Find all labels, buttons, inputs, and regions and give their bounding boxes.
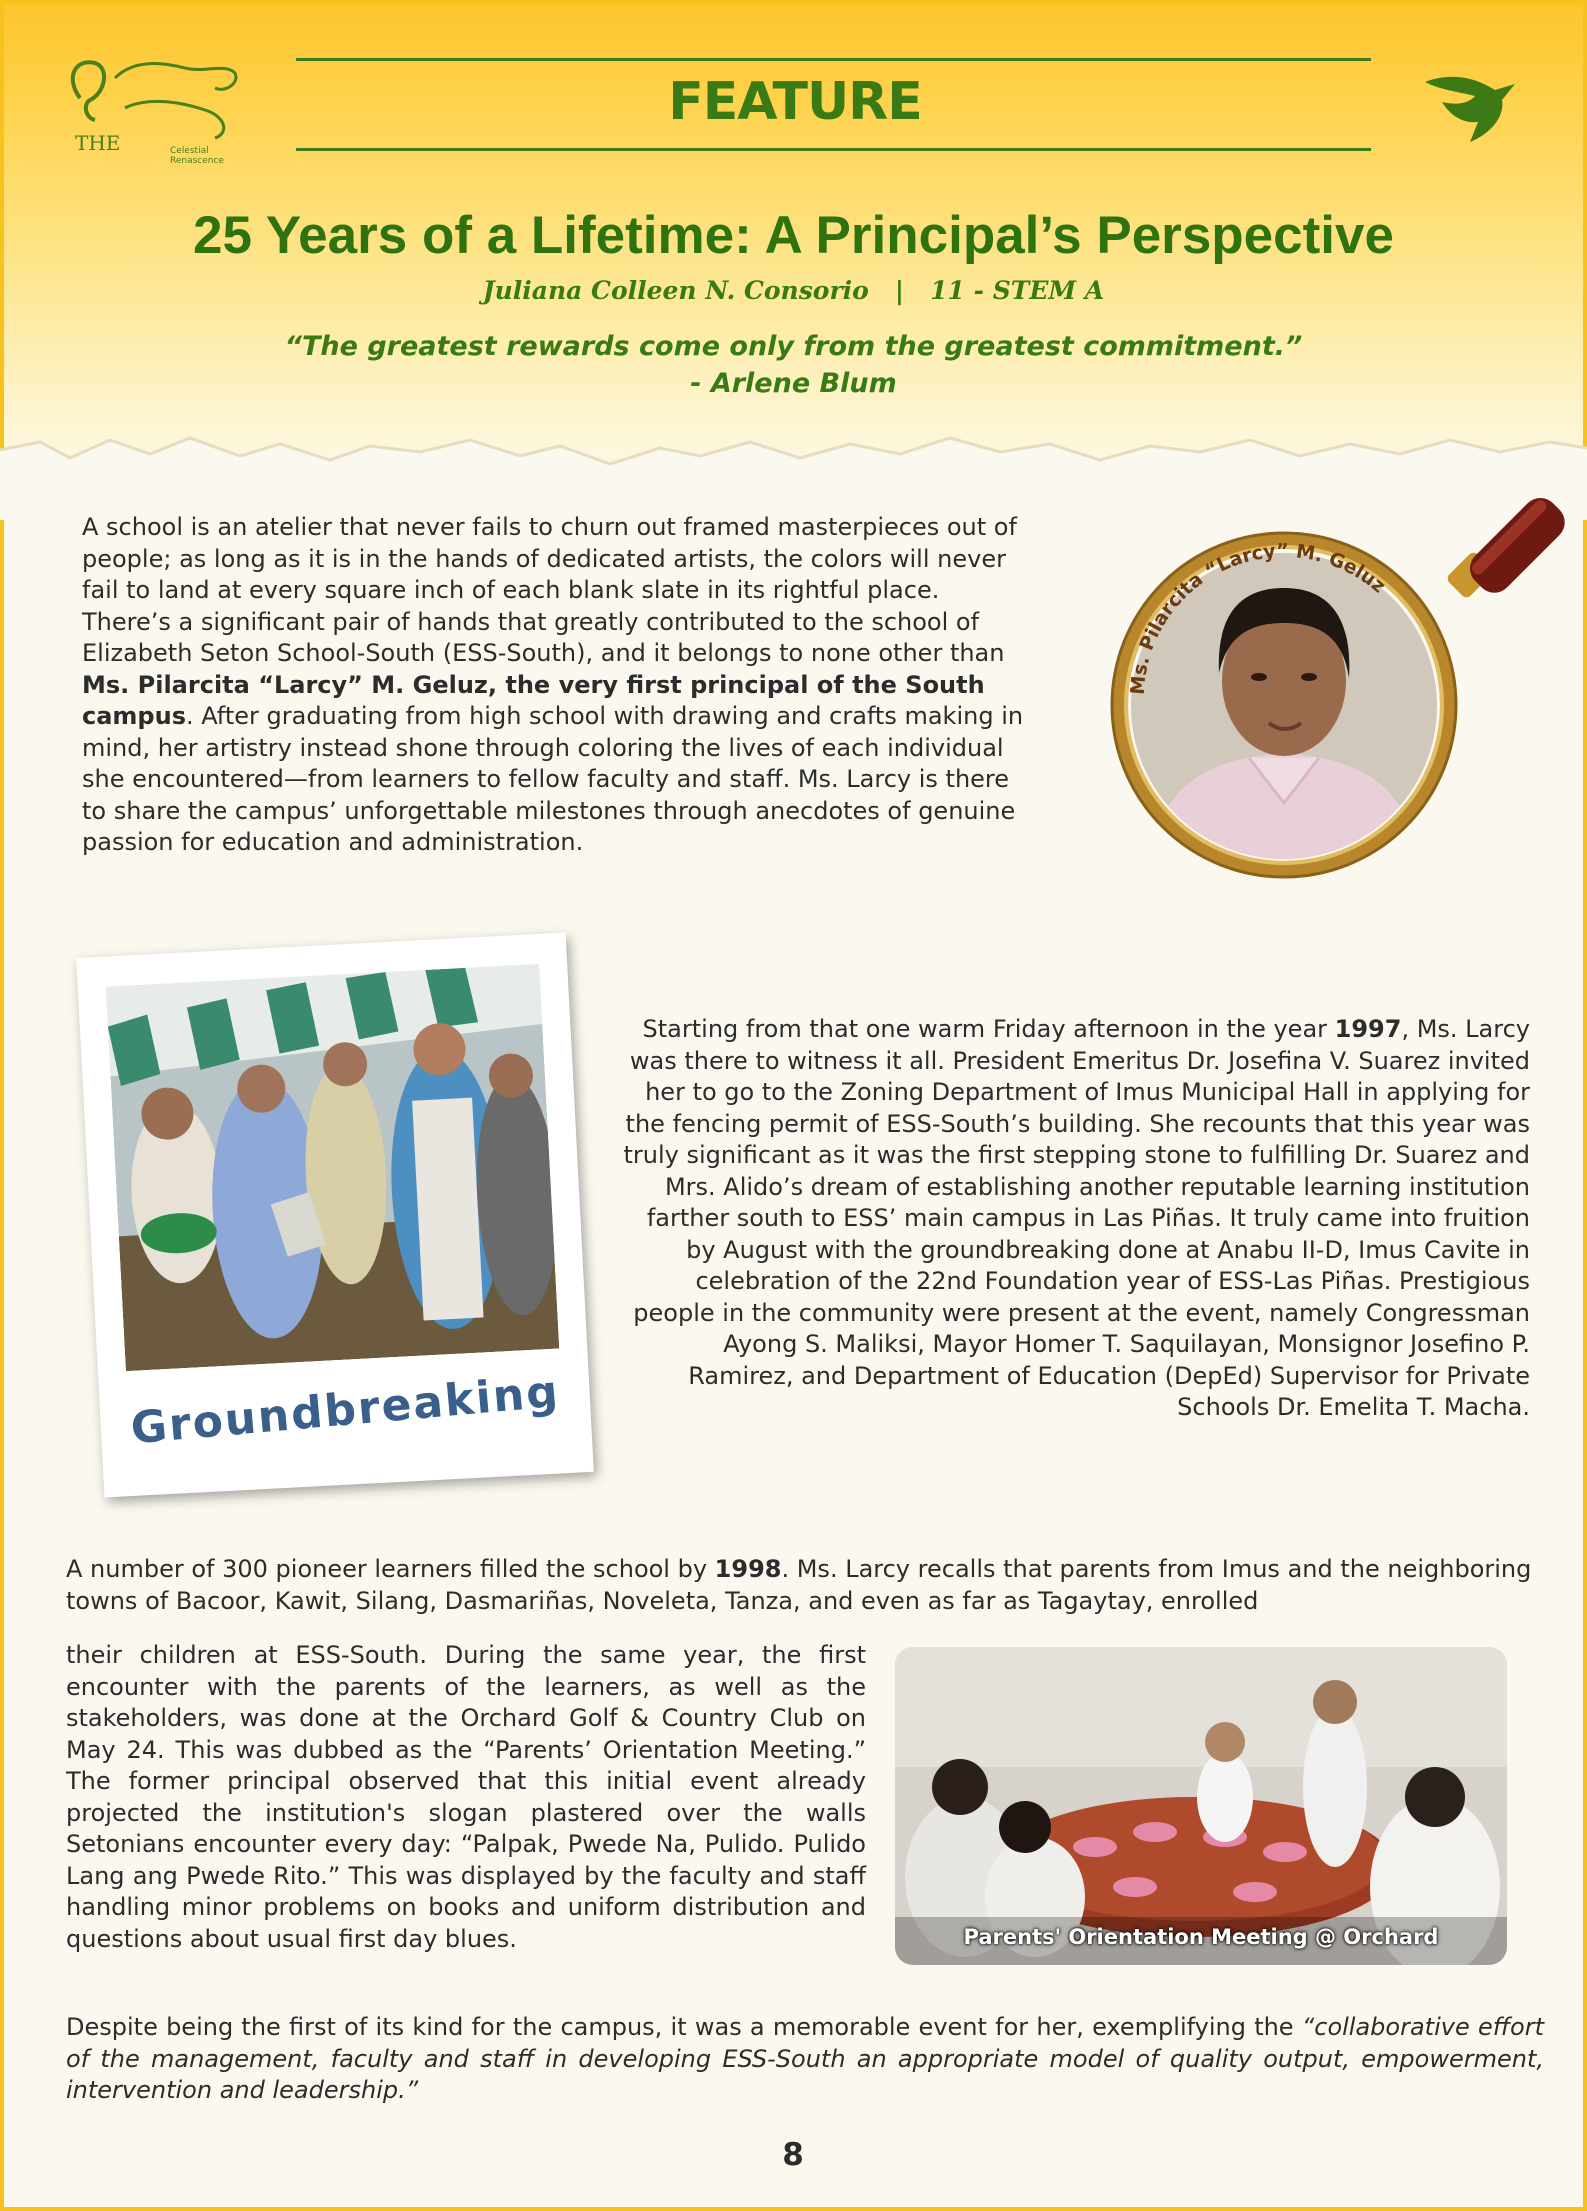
- orientation-meeting-photo: [895, 1647, 1507, 1965]
- p3-text-b: . Ms. Larcy recalls that parents from Imus and the neighboring towns of Bacoor, Kawit, Silang, Dasmariñas, Noveleta, Tanza, and even as far as Tagaytay, enrolled: [66, 1555, 1532, 1615]
- magnifier-handle: [1440, 470, 1587, 620]
- intro-text-bold: Ms. Pilarcita “Larcy” M. Geluz, the very first principal of the South campus: [82, 670, 985, 730]
- p3-text-a: A number of 300 pioneer learners filled the school by: [66, 1555, 715, 1583]
- article-title: 25 Years of a Lifetime: A Principal’s Perspective: [193, 206, 1394, 265]
- page-number: 8: [782, 2137, 804, 2173]
- paragraph-orientation: their children at ESS-South. During the same year, the first encounter with the parents of the learners, as well as the stakeholders, was done at the Orchard Golf & Country Club on May 24. This was dubbed as the “Parents’ Orientation Meeting.” The former principal observed that this initial event already projected the institution's slogan plastered over the walls Setonians encounter every day: “Palpak, Pwede Na, Pulido. Pulido Lang ang Pwede Rito.” This was displayed by the faculty and staff handling minor problems on books and uniform distribution and questions about usual first day blues.: [66, 1641, 866, 1953]
- header-rule-bottom: [296, 148, 1371, 151]
- groundbreaking-caption: Groundbreaking: [128, 1366, 562, 1455]
- quote-author: - Arlene Blum: [690, 368, 897, 399]
- p5-text-a: Despite being the first of its kind for the campus, it was a memorable event for her, exemplifying the: [66, 2013, 1302, 2041]
- paragraph-conclusion: [66, 2012, 1544, 2107]
- magnifying-glass-frame: [1084, 505, 1484, 905]
- section-label: FEATURE: [668, 72, 922, 132]
- portrait-arc-label: Ms. Pilarcita “Larcy” M. Geluz: [1126, 539, 1390, 696]
- article-byline: Juliana Colleen N. Consorio | 11 - STEM A: [482, 276, 1105, 305]
- header-rule-top: [296, 58, 1371, 61]
- paragraph-1997: [620, 1014, 1530, 1424]
- p5-quoted-text: “collaborative effort of the management, faculty and staff in developing ESS-South an appropriate model of quality output, empowerment, intervention and leadership.”: [66, 2013, 1544, 2104]
- meeting-photo-caption: Parents' Orientation Meeting @ Orchard: [963, 1925, 1439, 1949]
- p3-year: 1998: [714, 1555, 782, 1583]
- intro-text-b: . After graduating from high school with drawing and crafts making in mind, her artistry instead shone through coloring the lives of each individual she encountered—from learners to fellow faculty and staff. Ms. Larcy is there to share the campus’ unforgettable milestones through anecdotes of genuine passion for education and administration.: [82, 702, 1024, 856]
- p2-text-b: , Ms. Larcy was there to witness it all. President Emeritus Dr. Josefina V. Suarez invited her to go to the Zoning Department of Imus Municipal Hall in applying for the fencing permit of ESS-South’s building. She recounts that this year was truly significant as it was the first stepping stone to fulfilling Dr. Suarez and Mrs. Alido’s dream of establishing another reputable learning institution farther south to ESS’ main campus in Las Piñas. It truly came into fruition by August with the groundbreaking done at Anabu II-D, Imus Cavite in celebration of the 22nd Foundation year of ESS-Las Piñas. Prestigious people in the community were present at the event, namely Congressman Ayong S. Maliksi, Mayor Homer T. Saquilayan, Monsignor Josefino P. Ramirez, and Department of Education (DepEd) Supervisor for Private Schools Dr. Emelita T. Macha.: [623, 1015, 1530, 1421]
- svg-text:Celestial: Celestial: [170, 146, 209, 156]
- groundbreaking-polaroid: [76, 933, 594, 1498]
- intro-text-a: A school is an atelier that never fails to churn out framed masterpieces out of people; as long as it is in the hands of dedicated artists, the colors will never fail to land at every square inch of each blank slate in its rightful place. There’s a significant pair of hands that greatly contributed to the school of Elizabeth Seton School-South (ESS-South), and it belongs to none other than: [82, 513, 1017, 667]
- quote-text: “The greatest rewards come only from the greatest commitment.”: [284, 331, 1303, 362]
- paragraph-intro: [82, 512, 1027, 859]
- svg-text:Ms. Pilarcita “Larcy” M. Geluz: [1127, 540, 1390, 696]
- publication-logo: [55, 38, 255, 168]
- p2-year: 1997: [1334, 1015, 1402, 1043]
- paragraph-1998: [66, 1554, 1546, 1617]
- bird-icon: [1420, 62, 1520, 152]
- svg-text:Renascence: Renascence: [170, 156, 224, 166]
- epigraph-quote: [200, 328, 1387, 402]
- svg-text:THE: THE: [75, 131, 121, 155]
- groundbreaking-photo: [106, 964, 560, 1371]
- p2-text-a: Starting from that one warm Friday afternoon in the year: [642, 1015, 1335, 1043]
